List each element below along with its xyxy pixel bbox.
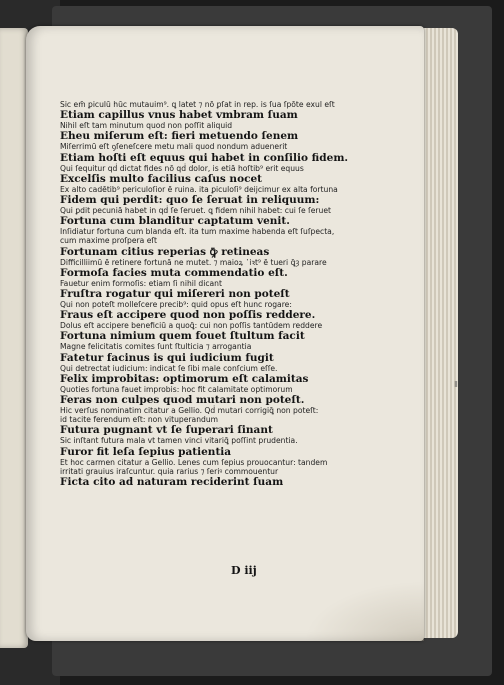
commentary-line: Sic inſtant futura mala vt tamen vinci vitariꝗ̄ poſſint prudentia. (60, 436, 298, 446)
commentary-line: Hic verſus nominatim citatur a Gellio. Qḋ mutari corrigiꝗ̄ non poteſt: (60, 406, 319, 416)
page-stain (304, 581, 424, 641)
sentence-heading: Fidem qui perdit: quo ſe ſeruat in reliquum: (60, 194, 320, 207)
commentary-line: Dolus eſt accipere beneficiū a quoꝗ̄: cui non poſſis tantūdem reddere (60, 321, 323, 331)
sentence-heading: Formoſa facies muta commendatio eſt. (60, 266, 288, 279)
commentary-line: irritati grauius iraſcuntur. quia rarius ⁊ ſeriꝰ commouentur (60, 466, 279, 476)
sentence-heading: Fraus eſt accipere quod non poſſis reddere. (60, 309, 316, 322)
commentary-line: id tacite ferendum eſt: non vituperandum (60, 415, 219, 425)
sentence-heading: Furor fit leſa ſepius patientia (60, 445, 232, 458)
sentence-heading: Etiam hoſti eſt equus qui habet in conſilio fidem. (60, 151, 349, 164)
commentary-line: cum maxime proſpera eſt (60, 236, 158, 246)
commentary-line: Nihil eſt tam minutum quod non poſſit aliquid (60, 121, 233, 131)
sentence-heading: Etiam capillus vnus habet vmbram ſuam (60, 109, 298, 122)
sentence-heading: Fortuna cum blanditur captatum venit. (60, 215, 290, 228)
commentary-line: Inſidiatur fortuna cum blanda eſt. ita tum maxime habenda eſt ſuſpecta, (60, 227, 335, 237)
commentary-line: Magne felicitatis comites ſunt ſtulticia ⁊ arrogantia (60, 342, 252, 352)
sentence-heading: Ficta cito ad naturam reciderint ſuam (60, 476, 284, 489)
commentary-line: Qui detrectat iudicium: indicat ſe ſibi male conſcium eſſe. (60, 363, 278, 373)
left-page-edge (0, 28, 28, 648)
commentary-line: Quoties fortuna fauet improbis: hoc fit calamitate optimorum (60, 384, 293, 394)
commentary-line: Ex alto cadētib⁹ periculoſior ē ruina. ita ꝑiculoſi⁹ deijcimur ex alta fortuna (60, 184, 338, 194)
commentary-line: Fauetur enim formoſis: etiam ſi nihil dicant (60, 278, 222, 288)
sentence-heading: Felix improbitas: optimorum eſt calamitas (60, 372, 309, 385)
sentence-heading: Excelſis multo facilius caſus nocet (60, 172, 262, 185)
page-stack-edges (418, 28, 458, 638)
commentary-line: Et hoc carmen citatur a Gellio. Lenes cum ſepius prouocantur: tandem (60, 457, 328, 467)
sentence-heading: Fruſtra rogatur qui miſereri non poteſt (60, 288, 290, 301)
commentary-line: Difficilliimū ē retinere fortunā ne mutet. ⁊ maioꝝ ῾iꝛt⁹ ē tueri ꝗ̄ȝ parare (60, 257, 327, 267)
sentence-heading: Feras non culpes quod mutari non poteſt. (60, 394, 305, 407)
sentence-heading: Fortuna nimium quem fouet ſtultum facit (60, 330, 305, 343)
commentary-line: Sic em̄ ꝑiculū hūc mutauim⁹. ꝗ latet ⁊ nō ꝑſat in rep. is ſua ſpōte exul eſt (60, 100, 335, 109)
commentary-line: Miſerrimū eſt ꝯſeneſcere metu mali quod nondum aduenerit (60, 142, 288, 152)
commentary-line: Qui non poteſt molleſcere precib⁹: quid opus eſt hunc rogare: (60, 300, 292, 310)
signature-mark: D iij (231, 564, 257, 577)
sentence-heading: Futura pugnant vt ſe ſuperari ſinant (60, 424, 273, 437)
printed-page (26, 26, 458, 641)
commentary-line: Qui ꝑdit pecuniā habet in qḋ ſe ſeruet. ꝗ fidem nihil habet: cui ſe ſeruet (60, 206, 331, 216)
margin-mark: ǁ (454, 380, 458, 389)
page-text (60, 100, 415, 488)
sentence-heading: Fortunam citius reperias ꝙ̄ retineas (60, 245, 270, 258)
commentary-line: Qui ſequitur qḋ dictat fides nō qḋ dolor, is etiā hoſtib⁹ erit equus (60, 163, 304, 173)
sentence-heading: Eheu miſerum eſt: fieri metuendo ſenem (60, 130, 299, 143)
sentence-heading: Fatetur facinus is qui iudicium fugit (60, 351, 274, 364)
